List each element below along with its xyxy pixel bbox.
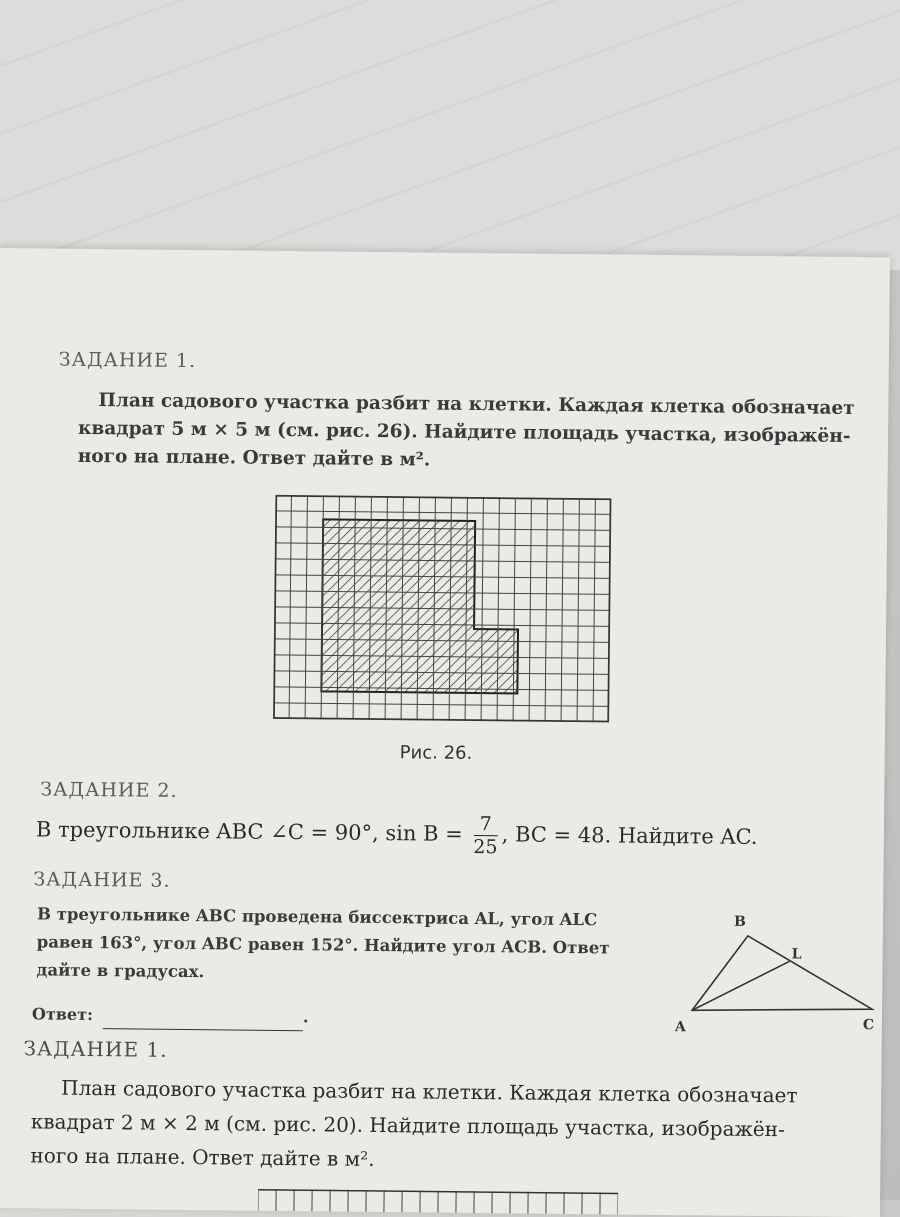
task1-heading: ЗАДАНИЕ 1. bbox=[59, 349, 196, 372]
answer-blank-line bbox=[103, 1010, 303, 1031]
vertex-l-label: L bbox=[792, 946, 802, 962]
task1-line-1: План садового участка разбит на клетки. Каждая клетка обозначает bbox=[98, 387, 855, 423]
garden-plan-grid bbox=[273, 495, 611, 723]
answer-label: Ответ: bbox=[32, 1004, 93, 1024]
task1b-line-3: ного на плане. Ответ дайте в м². bbox=[30, 1138, 374, 1176]
answer-period: . bbox=[303, 1007, 309, 1026]
figure-caption: Рис. 26. bbox=[400, 742, 473, 764]
task2-prefix: В треугольнике ABC ∠C = 90°, sin B = bbox=[36, 817, 463, 845]
book-page bbox=[0, 248, 890, 1217]
task3-heading: ЗАДАНИЕ 3. bbox=[33, 868, 170, 891]
task1-line-3: ного на плане. Ответ дайте в м². bbox=[78, 443, 431, 475]
fraction-denominator: 25 bbox=[473, 836, 497, 858]
answer-row bbox=[32, 1000, 309, 1031]
sin-b-fraction bbox=[473, 813, 498, 858]
fraction-numerator: 7 bbox=[473, 813, 497, 836]
task2-suffix: , BC = 48. Найдите AC. bbox=[502, 822, 758, 849]
task1-line-2: квадрат 5 м × 5 м (см. рис. 26). Найдите площадь участка, изображён- bbox=[78, 415, 851, 451]
triangle-diagram bbox=[667, 895, 878, 1037]
task1b-heading: ЗАДАНИЕ 1. bbox=[23, 1036, 167, 1062]
task1b-line-1: План садового участка разбит на клетки. Каждая клетка обозначает bbox=[61, 1071, 798, 1113]
garden-plan-grid-partial bbox=[258, 1189, 618, 1215]
task3-line-2: равен 163°, угол ABC равен 152°. Найдите угол ACB. Ответ bbox=[37, 928, 610, 962]
table-surface bbox=[0, 0, 900, 270]
vertex-c-label: C bbox=[863, 1017, 874, 1033]
vertex-a-label: A bbox=[674, 1019, 687, 1035]
task3-line-1: В треугольнике ABC проведена биссектриса AL, угол ALC bbox=[37, 900, 597, 934]
task1b-line-2: квадрат 2 м × 2 м (см. рис. 20). Найдите площадь участка, изображён- bbox=[31, 1104, 785, 1146]
task2-heading: ЗАДАНИЕ 2. bbox=[40, 778, 177, 801]
task2-statement bbox=[36, 808, 758, 861]
task3-line-3: дайте в градусах. bbox=[36, 956, 204, 986]
vertex-b-label: B bbox=[734, 914, 746, 930]
